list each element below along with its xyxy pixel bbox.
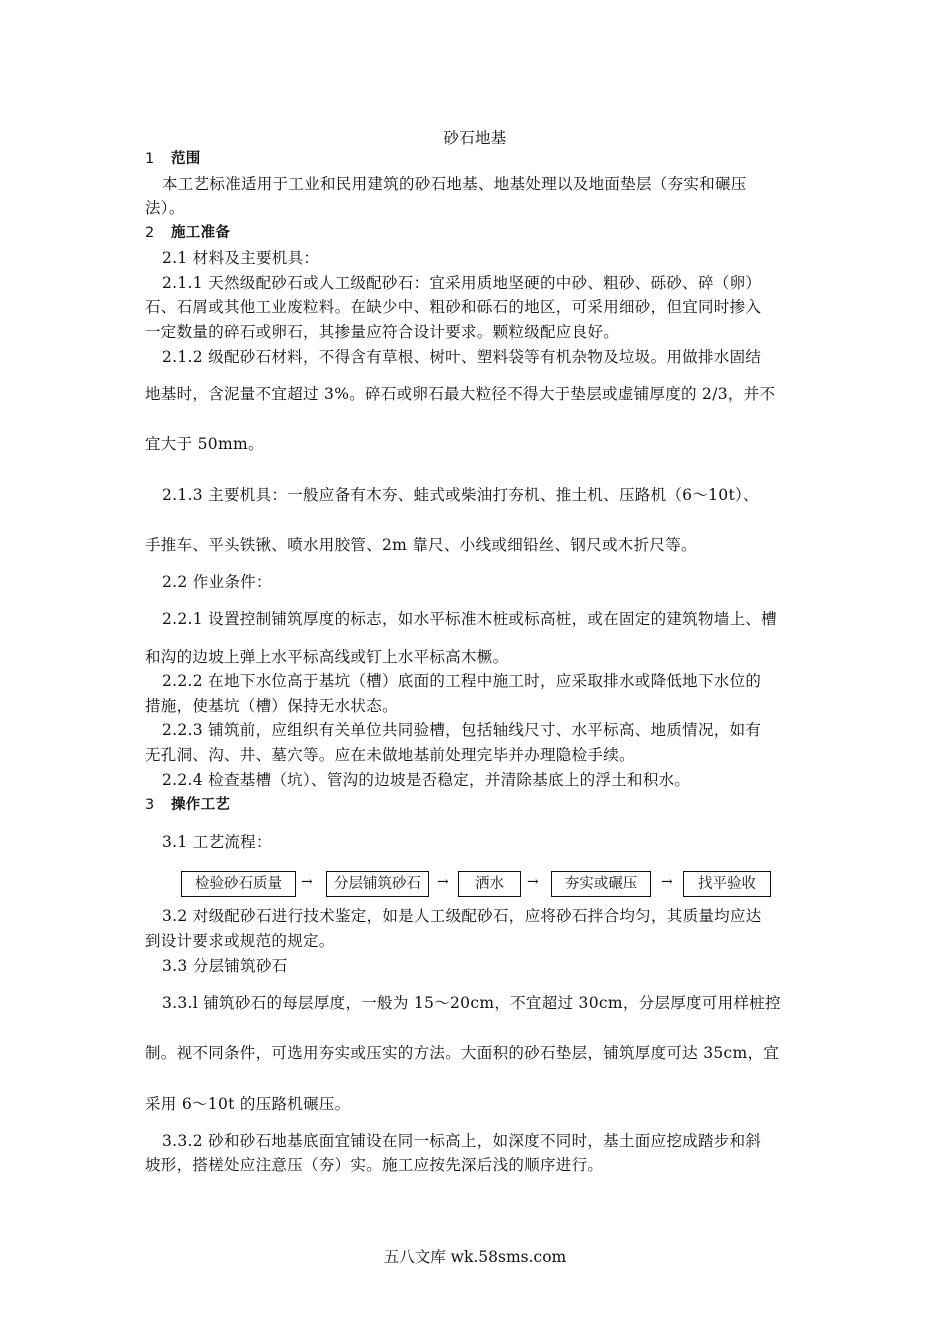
flow-step-watering: 洒水: [458, 871, 521, 897]
paragraph-line: 本工艺标准适用于工业和民用建筑的砂石地基、地基处理以及地面垫层（夯实和碾压: [162, 175, 747, 193]
section-number: 2: [145, 225, 155, 241]
paragraph-line: 3.3.2 砂和砂石地基底面宜铺设在同一标高上，如深度不同时，基土面应挖成踏步和斜: [162, 1132, 762, 1150]
section-heading-3: [145, 795, 815, 815]
paragraph-line: 2.1 材料及主要机具：: [162, 249, 320, 267]
paragraph-line: 宜大于 50mm。: [145, 435, 264, 453]
paragraph-line: 一定数量的碎石或卵石，其掺量应符合设计要求。颗粒级配应良好。: [145, 323, 620, 341]
paragraph-line: 制。视不同条件，可选用夯实或压实的方法。大面积的砂石垫层，铺筑厚度可达 35cm，宜: [145, 1044, 780, 1062]
page-title: 砂石地基: [443, 129, 507, 147]
paragraph-line: 2.2.1 设置控制铺筑厚度的标志，如水平标准木桩或标高桩，或在固定的建筑物墙上、槽: [162, 610, 777, 628]
paragraph-line: 坡形，搭槎处应注意压（夯）实。施工应按先深后浅的顺序进行。: [145, 1156, 604, 1174]
section-heading-2: [145, 223, 815, 243]
paragraph-line: 和沟的边坡上弹上水平标高线或钉上水平标高木橛。: [145, 648, 509, 666]
section-heading-1: [145, 149, 815, 169]
flow-arrow: →: [301, 874, 313, 890]
paragraph-line: 到设计要求或规范的规定。: [145, 932, 335, 950]
flow-step-level-check: 找平验收: [683, 871, 771, 897]
paragraph-line: 3.1 工艺流程：: [162, 833, 272, 851]
paragraph-line: 无孔洞、沟、井、墓穴等。应在未做地基前处理完毕并办理隐检手续。: [145, 746, 635, 764]
paragraph-line: 2.2.4 检查基槽（坑）、管沟的边坡是否稳定，并清除基底上的浮土和积水。: [162, 771, 691, 789]
paragraph-line: 3.3.l 铺筑砂石的每层厚度，一般为 15～20cm，不宜超过 30cm，分层厚度可用样桩控: [162, 994, 781, 1012]
flow-step-layering: 分层铺筑砂石: [326, 871, 429, 897]
paragraph-line: 3.3 分层铺筑砂石: [162, 957, 288, 975]
paragraph-line: 石、石屑或其他工业废粒料。在缺少中、粗砂和砾石的地区，可采用细砂，但宜同时掺入: [145, 298, 762, 316]
paragraph-line: 2.2.2 在地下水位高于基坑（槽）底面的工程中施工时，应采取排水或降低地下水位的: [162, 672, 762, 690]
section-number: 3: [145, 797, 155, 813]
paragraph-line: 2.1.2 级配砂石材料，不得含有草根、树叶、塑料袋等有机杂物及垃圾。用做排水固结: [162, 348, 762, 366]
section-title: 施工准备: [171, 225, 231, 241]
paragraph-line: 2.1.3 主要机具：一般应备有木夯、蛙式或柴油打夯机、推土机、压路机（6～10t）、: [162, 486, 759, 504]
flow-step-inspect: 检验砂石质量: [181, 871, 296, 897]
section-title: 范围: [171, 151, 201, 167]
flow-arrow: →: [527, 874, 539, 890]
paragraph-line: 法）。: [145, 199, 185, 217]
paragraph-line: 2.2 作业条件：: [162, 573, 272, 591]
paragraph-line: 2.2.3 铺筑前，应组织有关单位共同验槽，包括轴线尺寸、水平标高、地质情况，如有: [162, 721, 762, 739]
section-title: 操作工艺: [171, 797, 231, 813]
section-number: 1: [145, 151, 155, 167]
flow-step-compact: 夯实或碾压: [551, 871, 651, 897]
footer-watermark: 五八文库 wk.58sms.com: [383, 1248, 567, 1266]
paragraph-line: 2.1.1 天然级配砂石或人工级配砂石：宜采用质地坚硬的中砂、粗砂、砾砂、碎（卵）: [162, 274, 762, 292]
paragraph-line: 地基时，含泥量不宜超过 3%。碎石或卵石最大粒径不得大于垫层或虚铺厚度的 2/3，并不: [145, 385, 776, 403]
paragraph-line: 手推车、平头铁锹、喷水用胶管、2m 靠尺、小线或细铅丝、钢尺或木折尺等。: [145, 536, 697, 554]
paragraph-line: 措施，使基坑（槽）保持无水状态。: [145, 697, 398, 715]
flow-arrow: →: [661, 874, 673, 890]
flow-arrow: →: [437, 874, 449, 890]
paragraph-line: 采用 6～10t 的压路机碾压。: [145, 1095, 351, 1113]
paragraph-line: 3.2 对级配砂石进行技术鉴定，如是人工级配砂石，应将砂石拌合均匀，其质量均应达: [162, 907, 762, 925]
